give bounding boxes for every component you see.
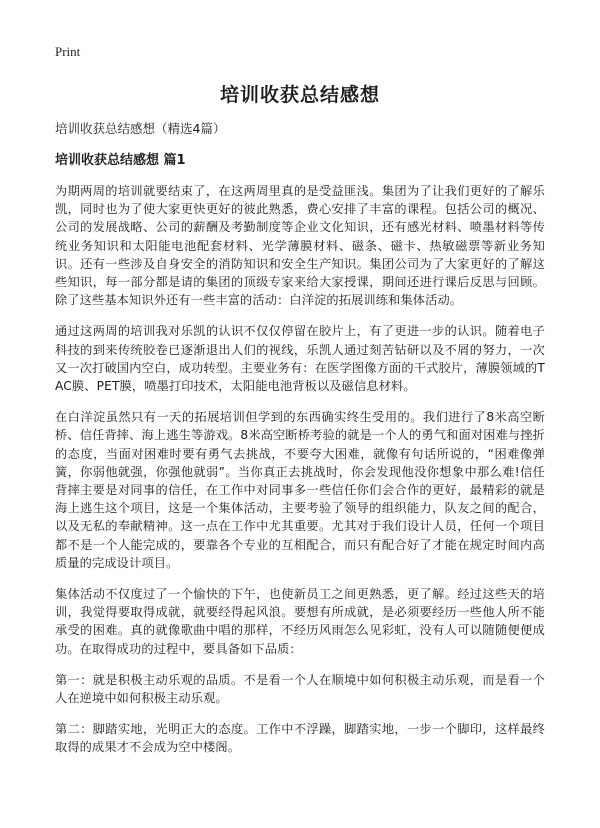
paragraph-3: 在白洋淀虽然只有一天的拓展培训但学到的东西确实终生受用的。我们进行了8米高空断桥、信任背摔、海上逃生等游戏。8米高空断桥考验的就是一个人的勇气和面对困难与挫折的态度，当面对困难时要有勇气去挑战，不要夸大困难，就像有句话所说的，“困难像弹簧，你弱他就强，你强他就弱”。当你真正去挑战时，你会发现他没你想象中那么难!信任背摔主要是对同事的信任，在工作中对同事多一些信任你们会合作的更好，最精彩的就是海上逃生这个项目，这是一个集体活动，主要考验了领导的组织能力，队友之间的配合，以及无私的奉献精神。这一点在工作中尤其重要。尤其对于我们设计人员，任何一个项目都不是一个人能完成的，要靠各个专业的互相配合，而只有配合好了才能在规定时间内高质量的完成设计项目。 [55, 410, 545, 570]
paragraph-6: 第二：脚踏实地，光明正大的态度。工作中不浮躁，脚踏实地，一步一个脚印，这样最终取得的成果才不会成为空中楼阁。 [55, 722, 545, 755]
paragraph-5: 第一：就是积极主动乐观的品质。不是看一个人在顺境中如何积极主动乐观，而是看一个人在逆境中如何积极主动乐观。 [55, 672, 545, 706]
document-subtitle: 培训收获总结感想（精选4篇） [55, 121, 226, 136]
document-title: 培训收获总结感想 [219, 84, 380, 106]
paragraph-4: 集体活动不仅度过了一个愉快的下午，也使新员工之间更熟悉，更了解。经过这些天的培训，我觉得要取得成就，就要经得起风浪。要想有所成就，是必须要经历一些他人所不能承受的困难。真的就像歌曲中唱的那样，不经历风雨怎么见彩虹，没有人可以随随便便成功。在取得成功的过程中，要具备如下品质： [55, 587, 545, 656]
paragraph-1: 为期两周的培训就要结束了，在这两周里真的是受益匪浅。集团为了让我们更好的了解乐凯，同时也为了使大家更快更好的彼此熟悉，费心安排了丰富的课程。包括公司的概况、公司的发展战略、公司的薪酬及考勤制度等企业文化知识，还有感光材料、喷墨材料等传统业务知识和太阳能电池配套材料、光学薄膜材料、磁条、磁卡、热敏磁票等新业务知识。还有一些涉及自身安全的消防知识和安全生产知识。集团公司为了大家更好的了解这些知识，每一部分都是请的集团的顶级专家来给大家授课，期间还进行课后反思与回顾。除了这些基本知识外还有一些丰富的活动：白洋淀的拓展训练和集体活动。 [55, 184, 545, 308]
paragraph-2: 通过这两周的培训我对乐凯的认识不仅仅停留在胶片上，有了更进一步的认识。随着电子科技的到来传统胶卷已逐渐退出人们的视线，乐凯人通过刻苦钻研以及不屑的努力，一次又一次打破国内空白，成功转型。主要业务有：在医学图像方面的干式胶片，薄膜领域的TAC膜、PET膜，喷墨打印技术，太阳能电池背板以及磁信息材料。 [55, 324, 545, 394]
section-heading: 培训收获总结感想 篇1 [55, 153, 186, 168]
document-body [55, 120, 545, 770]
print-link[interactable]: Print [55, 44, 81, 59]
